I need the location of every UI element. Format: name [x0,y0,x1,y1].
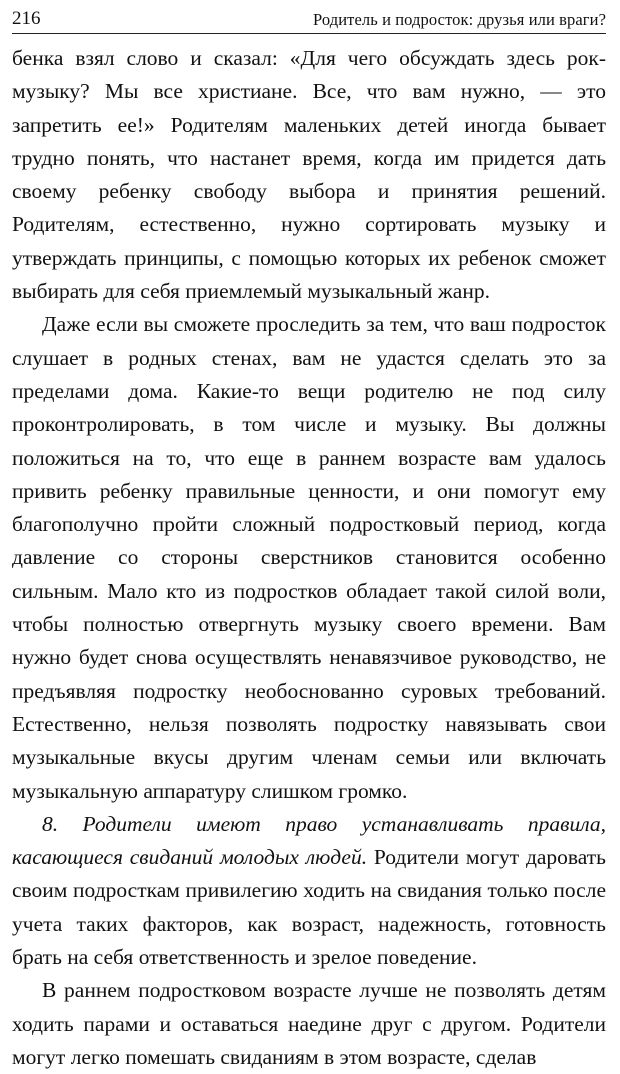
rule-heading-italic: 8. Родители имеют право устанавливать правила, касающиеся свиданий молодых людей. [12,811,606,870]
paragraph-text: Даже если вы сможете проследить за тем, что ваш подросток слушает в родных стенах, вам не удастся сделать это за пределами дома. Какие-то вещи родителю не под силу проконтролировать, в том числе и музыку. Вы должны положиться на то, что еще в раннем возрасте вам удалось привить ребенку правильные ценности, и они помогут ему благополучно пройти сложный подростковый период, когда давление со стороны сверстников становится особенно сильным. Мало кто из подростков обладает такой силой воли, чтобы полностью отвергнуть музыку своего времени. Вам нужно будет снова осуществлять ненавязчивое руководство, не предъявляя подростку необоснованно суровых требований. Естественно, нельзя позволять подростку навязывать свои музыкальные вкусы другим членам семьи или включать музыкальную аппаратуру слишком громко. [12,312,606,803]
running-title: Родитель и подросток: друзья или враги? [313,9,606,29]
paragraph-text: Родители могут даровать своим подросткам привилегию ходить на свидания только после учета таких факторов, как возраст, надежность, готовность брать на себя ответственность и зрелое поведение. [12,845,606,970]
page-number: 216 [12,8,41,29]
paragraph-continuation [12,42,606,308]
paragraph-text: В раннем подростковом возрасте лучше не позволять детям ходить парами и оставаться наедине друг с другом. Родители могут легко помешать свиданиям в этом возрасте, сделав [12,978,606,1069]
paragraph [12,974,606,1074]
page-header [12,0,606,34]
paragraph [12,308,606,807]
body-text [12,42,606,1074]
paragraph-rule-8 [12,808,606,974]
paragraph-text: бенка взял слово и сказал: «Для чего обсуждать здесь рок-музыку? Мы все христиане. Все, что вам нужно, — это запретить ее!» Родителям маленьких детей иногда бывает трудно понять, что настанет время, когда им придется дать своему ребенку свободу выбора и принятия решений. Родителям, естественно, нужно сортировать музыку и утверждать принципы, с помощью которых их ребенок сможет выбирать для себя приемлемый музыкальный жанр. [12,46,606,304]
